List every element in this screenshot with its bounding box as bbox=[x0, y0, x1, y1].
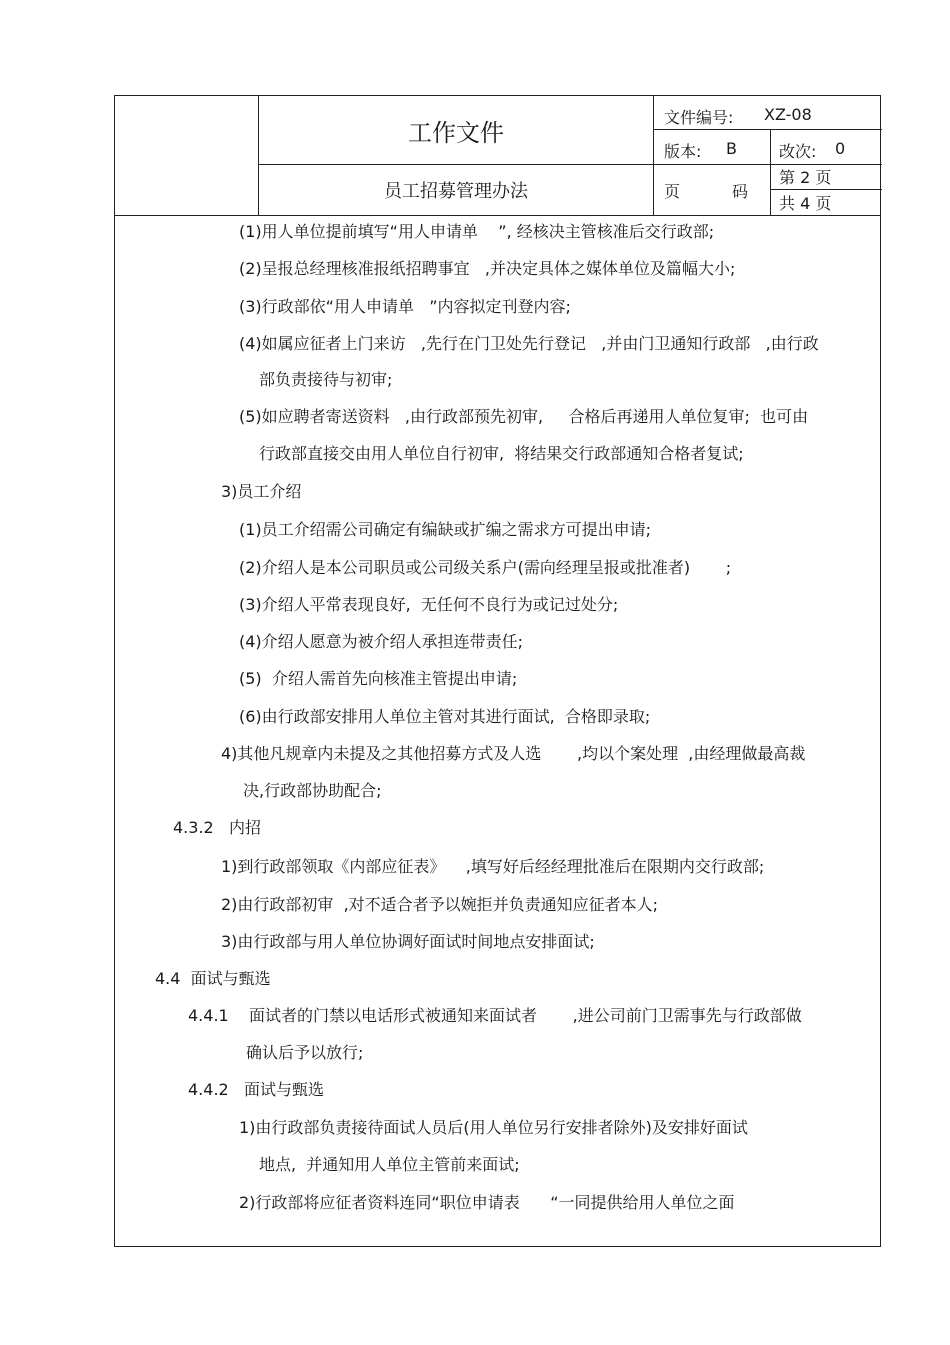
body-line: 确认后予以放行; bbox=[246, 1043, 364, 1062]
document-header bbox=[115, 96, 880, 216]
body-line: (2)介绍人是本公司职员或公司级关系户(需向经理呈报或批准者) ; bbox=[239, 558, 732, 577]
body-line: 1)由行政部负责接待面试人员后(用人单位另行安排者除外)及安排好面试 bbox=[239, 1118, 748, 1137]
page-label-a: 页 bbox=[664, 182, 681, 201]
body-line: 决,行政部协助配合; bbox=[243, 781, 382, 800]
header-divider bbox=[653, 96, 654, 215]
version-value: B bbox=[726, 139, 737, 158]
document-page bbox=[114, 95, 881, 1247]
body-line: (6)由行政部安排用人单位主管对其进行面试, 合格即录取; bbox=[239, 707, 651, 726]
header-divider bbox=[770, 189, 882, 190]
body-line: (3)介绍人平常表现良好, 无任何不良行为或记过处分; bbox=[239, 595, 619, 614]
document-title: 工作文件 bbox=[408, 118, 504, 147]
body-line: 4.4 面试与甄选 bbox=[155, 969, 271, 988]
body-line: 2)由行政部初审 ,对不适合者予以婉拒并负责通知应征者本人; bbox=[221, 895, 659, 914]
page-total: 共 4 页 bbox=[779, 194, 832, 213]
header-divider bbox=[770, 130, 771, 215]
header-divider bbox=[653, 129, 882, 130]
body-line: 地点, 并通知用人单位主管前来面试; bbox=[259, 1155, 520, 1174]
body-line: (1)用人单位提前填写“用人申请单 ”, 经核决主管核准后交行政部; bbox=[239, 222, 715, 241]
body-line: 4.4.1 面试者的门禁以电话形式被通知来面试者 ,进公司前门卫需事先与行政部做 bbox=[188, 1006, 802, 1025]
body-line: 4.3.2 内招 bbox=[173, 818, 261, 837]
body-line: 3)员工介绍 bbox=[221, 482, 302, 501]
body-line: 2)行政部将应征者资料连同“职位申请表 “一同提供给用人单位之面 bbox=[239, 1193, 735, 1212]
page-label-b: 码 bbox=[732, 182, 749, 201]
body-line: (3)行政部依“用人申请单 ”内容拟定刊登内容; bbox=[239, 297, 571, 316]
body-line: 行政部直接交由用人单位自行初审, 将结果交行政部通知合格者复试; bbox=[259, 444, 744, 463]
body-line: (1)员工介绍需公司确定有编缺或扩编之需求方可提出申请; bbox=[239, 520, 652, 539]
version-label: 版本: bbox=[664, 142, 702, 161]
doc-number-value: XZ-08 bbox=[764, 105, 812, 124]
revision-label: 改次: bbox=[779, 142, 817, 161]
body-line: (5)如应聘者寄送资料 ,由行政部预先初审, 合格后再递用人单位复审; 也可由 bbox=[239, 407, 809, 426]
body-line: 1)到行政部领取《内部应征表》 ,填写好后经经理批准后在限期内交行政部; bbox=[221, 857, 765, 876]
body-line: (2)呈报总经理核准报纸招聘事宜 ,并决定具体之媒体单位及篇幅大小; bbox=[239, 259, 736, 278]
body-line: (4)介绍人愿意为被介绍人承担连带责任; bbox=[239, 632, 524, 651]
doc-number-label: 文件编号: bbox=[664, 108, 734, 127]
body-line: (5) 介绍人需首先向核准主管提出申请; bbox=[239, 669, 518, 688]
document-subtitle: 员工招募管理办法 bbox=[384, 180, 528, 202]
body-line: 4.4.2 面试与甄选 bbox=[188, 1080, 324, 1099]
body-line: 3)由行政部与用人单位协调好面试时间地点安排面试; bbox=[221, 932, 595, 951]
body-line: 部负责接待与初审; bbox=[259, 370, 393, 389]
page-current: 第 2 页 bbox=[779, 168, 832, 187]
body-line: (4)如属应征者上门来访 ,先行在门卫处先行登记 ,并由门卫通知行政部 ,由行政 bbox=[239, 334, 819, 353]
body-line: 4)其他凡规章内未提及之其他招募方式及人选 ,均以个案处理 ,由经理做最高裁 bbox=[221, 744, 806, 763]
revision-value: 0 bbox=[835, 139, 846, 158]
